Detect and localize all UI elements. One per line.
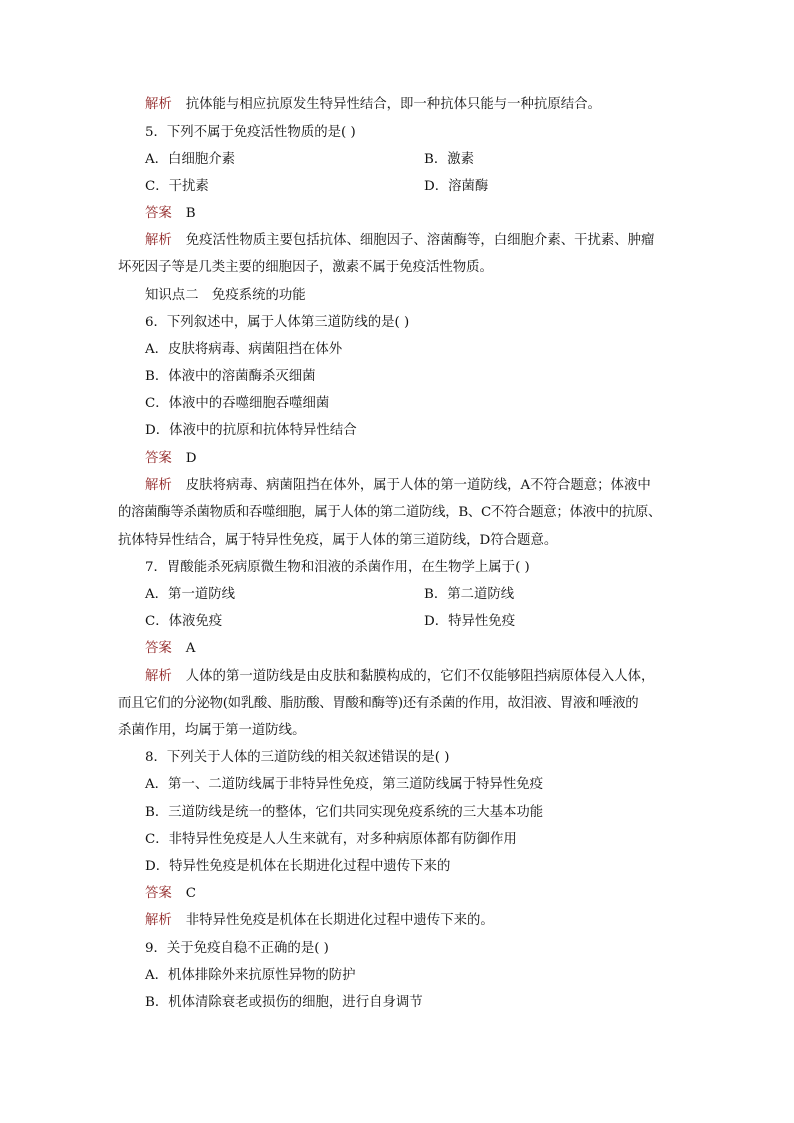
q7-analysis-line-3: 杀菌作用，均属于第一道防线。 — [118, 723, 306, 738]
q7-option-d: D．特异性免疫 — [424, 614, 516, 629]
q6-analysis-line-1 — [145, 476, 651, 496]
q8-option-b: B．三道防线是统一的整体，它们共同实现免疫系统的三大基本功能 — [145, 805, 544, 820]
q8-option-c: C．非特异性免疫是人人生来就有，对多种病原体都有防御作用 — [145, 832, 517, 847]
answer-label: 答案 — [145, 886, 172, 901]
q9-option-a: A．机体排除外来抗原性异物的防护 — [145, 968, 356, 983]
analysis-label: 解析 — [145, 913, 172, 928]
q5-option-b: B．激素 — [424, 152, 475, 167]
q6-option-d: D．体液中的抗原和抗体特异性结合 — [145, 423, 357, 438]
q6-analysis-line-2: 的溶菌酶等杀菌物质和吞噬细胞，属于人体的第二道防线，B、C不符合题意；体液中的抗原、 — [118, 505, 662, 520]
answer-value: C — [185, 886, 197, 901]
analysis-text: 非特异性免疫是机体在长期进化过程中遗传下来的。 — [185, 913, 494, 928]
q8-option-a: A．第一、二道防线属于非特异性免疫，第三道防线属于特异性免疫 — [145, 777, 543, 792]
q5-answer — [145, 204, 196, 224]
q5-option-d: D．溶菌酶 — [424, 179, 489, 194]
q5-analysis-line-1 — [145, 231, 654, 251]
analysis-text: 抗体能与相应抗原发生特异性结合，即一种抗体只能与一种抗原结合。 — [185, 97, 601, 112]
q9-option-b: B．机体清除衰老或损伤的细胞，进行自身调节 — [145, 995, 423, 1010]
analysis-text: 皮肤将病毒、病菌阻挡在体外，属于人体的第一道防线，A不符合题意；体液中 — [185, 478, 651, 493]
q6-analysis-line-3: 抗体特异性结合，属于特异性免疫，属于人体的第三道防线，D符合题意。 — [118, 533, 558, 548]
analysis-label: 解析 — [145, 669, 172, 684]
q7-option-a: A．第一道防线 — [145, 587, 236, 602]
analysis-label: 解析 — [145, 97, 172, 112]
analysis-label: 解析 — [145, 478, 172, 493]
q6-option-b: B．体液中的溶菌酶杀灭细菌 — [145, 369, 316, 384]
q6-answer — [145, 449, 197, 469]
answer-label: 答案 — [145, 451, 172, 466]
q5-option-a: A．白细胞介素 — [145, 152, 236, 167]
analysis-text: 免疫活性物质主要包括抗体、细胞因子、溶菌酶等，白细胞介素、干扰素、肿瘤 — [185, 233, 655, 248]
section-title: 知识点二 免疫系统的功能 — [145, 288, 306, 303]
q9-stem: 9．关于免疫自稳不正确的是( ) — [145, 941, 329, 956]
answer-value: D — [185, 451, 197, 466]
answer-value: A — [185, 641, 196, 656]
analysis-text: 人体的第一道防线是由皮肤和黏膜构成的，它们不仅能够阻挡病原体侵入人体， — [185, 669, 655, 684]
q7-analysis-line-2: 而且它们的分泌物(如乳酸、脂肪酸、胃酸和酶等)还有杀菌的作用，故泪液、胃液和唾液的 — [118, 696, 639, 711]
answer-label: 答案 — [145, 641, 172, 656]
q7-answer — [145, 639, 195, 659]
q6-option-a: A．皮肤将病毒、病菌阻挡在体外 — [145, 342, 343, 357]
q8-option-d: D．特异性免疫是机体在长期进化过程中遗传下来的 — [145, 859, 451, 874]
q5-stem: 5．下列不属于免疫活性物质的是( ) — [145, 125, 356, 140]
q4-analysis — [145, 95, 601, 115]
q7-option-b: B．第二道防线 — [424, 587, 515, 602]
q8-answer — [145, 884, 196, 904]
analysis-label: 解析 — [145, 233, 172, 248]
q5-analysis-line-2: 坏死因子等是几类主要的细胞因子，激素不属于免疫活性物质。 — [118, 260, 493, 275]
q8-stem: 8．下列关于人体的三道防线的相关叙述错误的是( ) — [145, 750, 450, 765]
answer-label: 答案 — [145, 206, 172, 221]
q6-option-c: C．体液中的吞噬细胞吞噬细菌 — [145, 396, 330, 411]
q5-option-c: C．干扰素 — [145, 179, 209, 194]
q7-option-c: C．体液免疫 — [145, 614, 223, 629]
q8-analysis — [145, 911, 494, 931]
q7-analysis-line-1 — [145, 667, 654, 687]
q7-stem: 7．胃酸能杀死病原微生物和泪液的杀菌作用，在生物学上属于( ) — [145, 560, 530, 575]
q6-stem: 6．下列叙述中，属于人体第三道防线的是( ) — [145, 315, 410, 330]
answer-value: B — [185, 206, 196, 221]
